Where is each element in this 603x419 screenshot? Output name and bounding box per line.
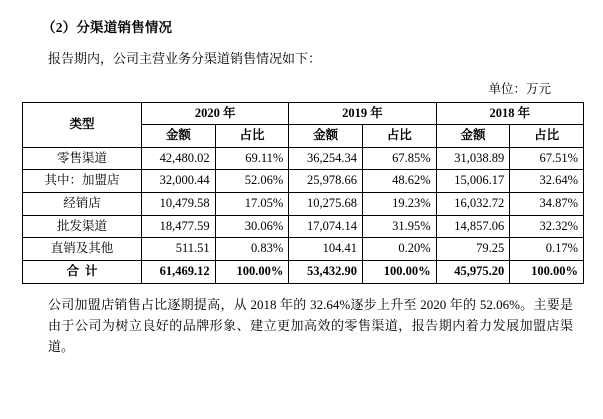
cell-ratio-2018: 67.51% bbox=[510, 147, 584, 170]
row-label-total: 合计 bbox=[23, 260, 142, 283]
cell-amount-2020: 511.51 bbox=[142, 238, 216, 261]
cell-ratio-2018: 34.87% bbox=[510, 193, 584, 216]
cell-ratio-2018: 32.64% bbox=[510, 170, 584, 193]
row-label: 零售渠道 bbox=[23, 147, 142, 170]
cell-ratio-2019: 19.23% bbox=[362, 193, 436, 216]
total-ratio-2019: 100.00% bbox=[362, 260, 436, 283]
header-year-2019: 2019 年 bbox=[289, 102, 436, 125]
cell-amount-2020: 42,480.02 bbox=[142, 147, 216, 170]
cell-amount-2020: 32,000.44 bbox=[142, 170, 216, 193]
total-amount-2019: 53,432.90 bbox=[289, 260, 363, 283]
cell-amount-2018: 14,857.06 bbox=[436, 215, 510, 238]
header-ratio-2018: 占比 bbox=[510, 125, 584, 148]
cell-amount-2020: 10,479.58 bbox=[142, 193, 216, 216]
intro-paragraph: 报告期内，公司主营业务分渠道销售情况如下： bbox=[48, 51, 322, 66]
cell-ratio-2019: 48.62% bbox=[362, 170, 436, 193]
header-year-2018: 2018 年 bbox=[436, 102, 583, 125]
table-row bbox=[23, 147, 584, 170]
cell-amount-2018: 16,032.72 bbox=[436, 193, 510, 216]
table-row-total bbox=[23, 260, 584, 283]
cell-amount-2018: 15,006.17 bbox=[436, 170, 510, 193]
cell-amount-2019: 104.41 bbox=[289, 238, 363, 261]
cell-amount-2019: 25,978.66 bbox=[289, 170, 363, 193]
cell-amount-2019: 10,275.68 bbox=[289, 193, 363, 216]
header-year-2020: 2020 年 bbox=[142, 102, 289, 125]
analysis-paragraph: 公司加盟店销售占比逐期提高，从 2018 年的 32.64%逐步上升至 2020 年的 52.06%。主要是由于公司为树立良好的品牌形象、建立更加高效的零售渠道，报告期内着力发展加盟店渠道。 bbox=[48, 296, 573, 354]
cell-ratio-2020: 17.05% bbox=[215, 193, 289, 216]
header-ratio-2020: 占比 bbox=[215, 125, 289, 148]
table-row bbox=[23, 170, 584, 193]
cell-ratio-2018: 32.32% bbox=[510, 215, 584, 238]
total-amount-2018: 45,975.20 bbox=[436, 260, 510, 283]
table-header-row-years bbox=[23, 102, 584, 125]
table-body bbox=[23, 147, 584, 283]
row-label: 其中：加盟店 bbox=[23, 170, 142, 193]
row-label: 批发渠道 bbox=[23, 215, 142, 238]
total-amount-2020: 61,469.12 bbox=[142, 260, 216, 283]
table-row bbox=[23, 238, 584, 261]
cell-amount-2018: 31,038.89 bbox=[436, 147, 510, 170]
cell-ratio-2020: 52.06% bbox=[215, 170, 289, 193]
row-label: 经销店 bbox=[23, 193, 142, 216]
table-row bbox=[23, 215, 584, 238]
cell-amount-2018: 79.25 bbox=[436, 238, 510, 261]
cell-ratio-2020: 0.83% bbox=[215, 238, 289, 261]
cell-amount-2020: 18,477.59 bbox=[142, 215, 216, 238]
header-ratio-2019: 占比 bbox=[362, 125, 436, 148]
table-row bbox=[23, 193, 584, 216]
table-head bbox=[23, 102, 584, 147]
header-amount-2020: 金额 bbox=[142, 125, 216, 148]
header-type: 类型 bbox=[23, 102, 142, 147]
cell-ratio-2019: 31.95% bbox=[362, 215, 436, 238]
total-ratio-2020: 100.00% bbox=[215, 260, 289, 283]
sales-by-channel-table bbox=[22, 102, 584, 284]
header-amount-2019: 金额 bbox=[289, 125, 363, 148]
cell-amount-2019: 17,074.14 bbox=[289, 215, 363, 238]
cell-ratio-2020: 30.06% bbox=[215, 215, 289, 238]
unit-label: 单位：万元 bbox=[488, 81, 551, 96]
cell-ratio-2019: 0.20% bbox=[362, 238, 436, 261]
header-amount-2018: 金额 bbox=[436, 125, 510, 148]
cell-amount-2019: 36,254.34 bbox=[289, 147, 363, 170]
row-label: 直销及其他 bbox=[23, 238, 142, 261]
cell-ratio-2020: 69.11% bbox=[215, 147, 289, 170]
total-ratio-2018: 100.00% bbox=[510, 260, 584, 283]
cell-ratio-2019: 67.85% bbox=[362, 147, 436, 170]
section-heading: （2）分渠道销售情况 bbox=[42, 20, 173, 35]
cell-ratio-2018: 0.17% bbox=[510, 238, 584, 261]
